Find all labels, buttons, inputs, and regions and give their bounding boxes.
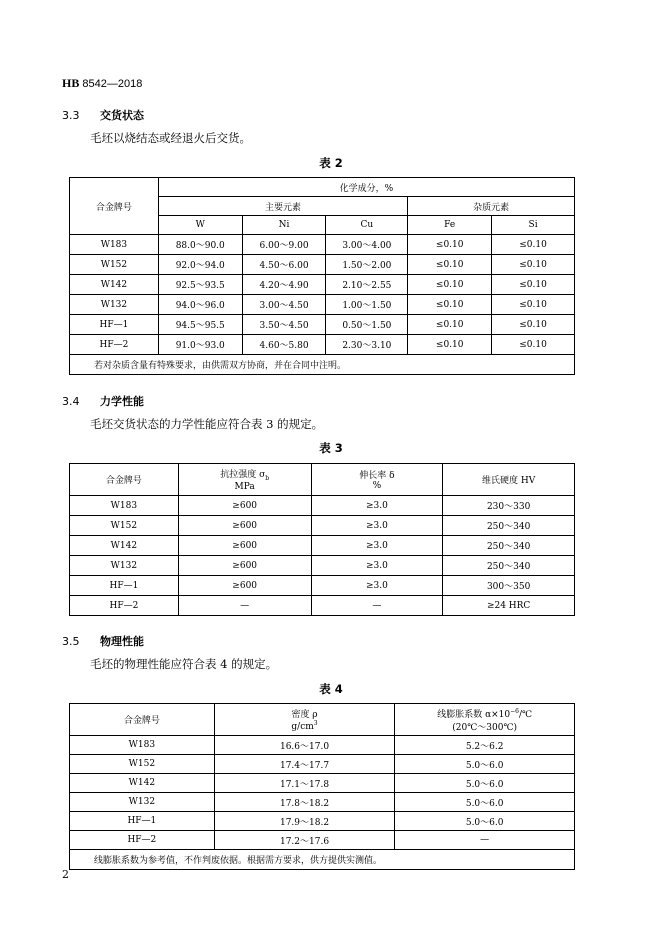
table-cell: ≤0.10 — [492, 315, 575, 335]
elongation-label: 伸长率 δ — [359, 471, 395, 481]
standard-code-prefix: HB — [62, 76, 80, 90]
page-number: 2 — [62, 868, 69, 881]
table-cell: 3.00～4.50 — [242, 295, 326, 315]
table-cell: 250～340 — [443, 556, 575, 576]
table-cell: 230～330 — [443, 496, 575, 516]
table-row — [70, 556, 575, 576]
table-cell: W152 — [70, 255, 159, 275]
table-cell: 6.00～9.00 — [242, 235, 326, 255]
table-row — [70, 315, 575, 335]
table-cell: W132 — [70, 556, 179, 576]
table-cell: 5.2～6.2 — [395, 736, 575, 755]
table-cell: 300～350 — [443, 576, 575, 596]
table-cell: 4.50～6.00 — [242, 255, 326, 275]
table-cell: W152 — [70, 755, 215, 774]
table-cell: 92.0～94.0 — [158, 255, 242, 275]
standard-code-number: 8542—2018 — [82, 78, 143, 90]
table-cell: 5.0～6.0 — [395, 774, 575, 793]
table-cell: ≥600 — [178, 496, 311, 516]
table-3-header-elongation — [311, 464, 443, 496]
tensile-label: 抗拉强度 σ — [220, 470, 266, 481]
table-row — [70, 812, 575, 831]
table-cell: 250～340 — [443, 536, 575, 556]
table-cell: ≥600 — [178, 576, 311, 596]
table-cell: 4.60～5.80 — [242, 335, 326, 355]
density-unit-exponent: 3 — [313, 720, 318, 727]
table-cell: HF—2 — [70, 596, 179, 616]
table-cell: — — [395, 831, 575, 850]
table-cell: ≥3.0 — [311, 556, 443, 576]
table-4-header-grade: 合金牌号 — [70, 704, 215, 736]
expansion-unit: /℃ — [519, 709, 533, 720]
table-row — [70, 774, 575, 793]
table-cell: 5.0～6.0 — [395, 793, 575, 812]
table-row — [70, 536, 575, 556]
table-cell: W183 — [70, 496, 179, 516]
table-cell: W132 — [70, 295, 159, 315]
section-number: 3.4 — [62, 395, 80, 408]
section-paragraph: 毛坯的物理性能应符合表 4 的规定。 — [90, 657, 278, 671]
table-cell: — — [178, 596, 311, 616]
table-cell: ≥3.0 — [311, 576, 443, 596]
table-row — [70, 235, 575, 255]
table-2-col-si: Si — [492, 216, 575, 235]
table-cell: W142 — [70, 275, 159, 295]
table-row — [70, 295, 575, 315]
table-row — [70, 576, 575, 596]
table-cell: ≤0.10 — [408, 315, 492, 335]
table-4-header-density — [214, 704, 395, 736]
table-cell: ≤0.10 — [408, 275, 492, 295]
table-cell: 0.50～1.50 — [326, 315, 408, 335]
table-cell: W183 — [70, 736, 215, 755]
table-4 — [69, 703, 575, 870]
table-4-header-expansion — [395, 704, 575, 736]
density-label: 密度 ρ — [291, 710, 318, 720]
table-cell: 17.2～17.6 — [214, 831, 395, 850]
table-cell: 5.0～6.0 — [395, 755, 575, 774]
table-2-col-w: W — [158, 216, 242, 235]
table-cell: ≥600 — [178, 516, 311, 536]
table-cell: 92.5～93.5 — [158, 275, 242, 295]
table-row — [70, 275, 575, 295]
table-cell: 17.9～18.2 — [214, 812, 395, 831]
table-3-header-grade: 合金牌号 — [70, 464, 179, 496]
table-2 — [69, 177, 575, 375]
table-3 — [69, 463, 575, 616]
section-number: 3.3 — [62, 109, 80, 122]
table-row — [70, 496, 575, 516]
document-header — [62, 76, 142, 91]
table-cell: ≤0.10 — [492, 275, 575, 295]
table-4-caption: 表 4 — [319, 682, 343, 696]
table-2-col-cu: Cu — [326, 216, 408, 235]
table-cell: 3.00～4.00 — [326, 235, 408, 255]
expansion-range: (20℃～300℃) — [452, 722, 518, 733]
table-cell: HF—1 — [70, 812, 215, 831]
table-cell: ≤0.10 — [408, 335, 492, 355]
section-title: 交货状态 — [100, 109, 144, 122]
tensile-subscript: b — [265, 474, 270, 482]
table-cell: HF—1 — [70, 315, 159, 335]
table-cell: HF—2 — [70, 831, 215, 850]
table-cell: 250～340 — [443, 516, 575, 536]
table-cell: 2.30～3.10 — [326, 335, 408, 355]
table-cell: 4.20～4.90 — [242, 275, 326, 295]
table-cell: 17.1～17.8 — [214, 774, 395, 793]
table-2-header-main: 主要元素 — [158, 197, 407, 216]
table-cell: ≥600 — [178, 556, 311, 576]
table-cell: ≤0.10 — [408, 295, 492, 315]
table-2-caption: 表 2 — [319, 156, 343, 170]
table-cell: — — [311, 596, 443, 616]
table-cell: 3.50～4.50 — [242, 315, 326, 335]
table-cell: 2.10～2.55 — [326, 275, 408, 295]
table-cell: 91.0～93.0 — [158, 335, 242, 355]
tensile-unit: MPa — [234, 481, 255, 492]
table-cell: 5.0～6.0 — [395, 812, 575, 831]
table-row — [70, 793, 575, 812]
table-2-header-grade: 合金牌号 — [70, 178, 159, 235]
table-row — [70, 596, 575, 616]
table-cell: 94.0～96.0 — [158, 295, 242, 315]
table-cell: W132 — [70, 793, 215, 812]
expansion-label: 线膨胀系数 α×10 — [437, 709, 511, 720]
table-cell: W142 — [70, 774, 215, 793]
table-3-header-hardness: 维氏硬度 HV — [443, 464, 575, 496]
section-heading-3-5 — [62, 633, 144, 649]
table-cell: 16.6～17.0 — [214, 736, 395, 755]
table-cell: 94.5～95.5 — [158, 315, 242, 335]
table-row — [70, 335, 575, 355]
section-heading-3-3 — [62, 107, 144, 123]
table-cell: 17.4～17.7 — [214, 755, 395, 774]
table-cell: 1.00～1.50 — [326, 295, 408, 315]
section-heading-3-4 — [62, 393, 144, 409]
table-cell: ≥3.0 — [311, 536, 443, 556]
density-unit: g/cm — [291, 722, 314, 732]
table-3-caption: 表 3 — [319, 441, 343, 455]
table-2-col-fe: Fe — [408, 216, 492, 235]
table-cell: ≤0.10 — [408, 255, 492, 275]
section-number: 3.5 — [62, 635, 80, 648]
table-row — [70, 255, 575, 275]
table-3-header-tensile — [178, 464, 311, 496]
table-cell: ≤0.10 — [492, 255, 575, 275]
table-4-note: 线膨胀系数为参考值，不作判废依据。根据需方要求，供方提供实测值。 — [70, 850, 575, 870]
table-cell: W152 — [70, 516, 179, 536]
table-cell: ≥3.0 — [311, 496, 443, 516]
table-row — [70, 736, 575, 755]
table-row — [70, 755, 575, 774]
table-cell: W142 — [70, 536, 179, 556]
table-cell: ≥3.0 — [311, 516, 443, 536]
table-2-header-impurity: 杂质元素 — [408, 197, 575, 216]
table-cell: HF—1 — [70, 576, 179, 596]
table-row — [70, 516, 575, 536]
section-title: 物理性能 — [100, 635, 144, 648]
table-cell: 88.0～90.0 — [158, 235, 242, 255]
table-row — [70, 831, 575, 850]
table-cell: 1.50～2.00 — [326, 255, 408, 275]
table-cell: ≥24 HRC — [443, 596, 575, 616]
table-cell: 17.8～18.2 — [214, 793, 395, 812]
table-2-col-ni: Ni — [242, 216, 326, 235]
elongation-unit: % — [372, 481, 382, 491]
table-cell: ≤0.10 — [492, 295, 575, 315]
table-cell: ≤0.10 — [492, 235, 575, 255]
table-cell: ≤0.10 — [492, 335, 575, 355]
table-cell: ≥600 — [178, 536, 311, 556]
section-title: 力学性能 — [100, 395, 144, 408]
table-2-header-chem: 化学成分，% — [158, 178, 574, 197]
table-cell: ≤0.10 — [408, 235, 492, 255]
table-cell: HF—2 — [70, 335, 159, 355]
table-cell: W183 — [70, 235, 159, 255]
table-2-note: 若对杂质含量有特殊要求，由供需双方协商，并在合同中注明。 — [70, 355, 575, 375]
expansion-exponent: −6 — [510, 707, 519, 715]
section-paragraph: 毛坯以烧结态或经退火后交货。 — [90, 131, 251, 145]
section-paragraph: 毛坯交货状态的力学性能应符合表 3 的规定。 — [90, 417, 324, 431]
